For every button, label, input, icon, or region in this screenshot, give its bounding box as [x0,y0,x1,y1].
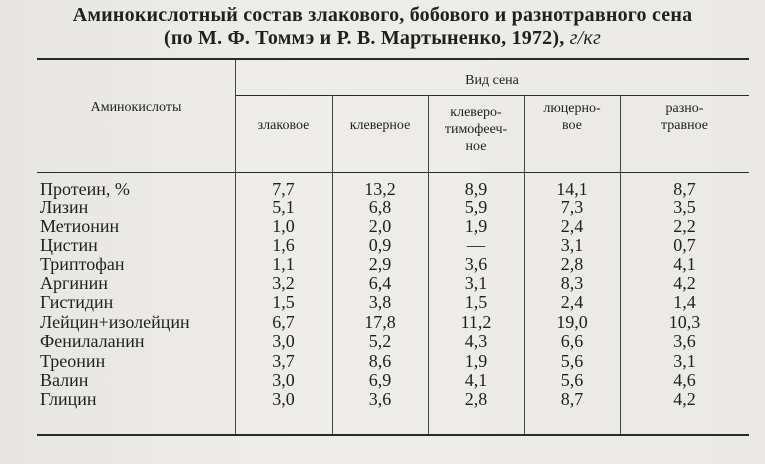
amino-acid-name: Триптофан [40,254,125,274]
value-cell: 5,9 [464,197,488,217]
value-cell: 7,7 [272,179,295,199]
value-cell: 1,4 [673,292,696,312]
column-divider [332,95,333,434]
value-cell: 3,8 [368,292,392,312]
value-cell: 2,4 [560,292,584,312]
value-cell: 3,1 [673,351,696,371]
table-row [0,371,765,390]
value-cell: 2,0 [368,216,392,236]
amino-acid-name: Лизин [40,197,89,217]
table-title-line2: (по М. Ф. Томмэ и Р. В. Мартыненко, 1972), [164,27,565,49]
value-cell: 0,9 [368,235,392,255]
table-row [0,313,765,332]
value-cell: 1,1 [272,254,295,274]
amino-acid-name: Аргинин [40,273,108,293]
value-cell: 13,2 [364,179,396,199]
value-cell: 4,6 [673,370,696,390]
table-row [0,293,765,312]
value-cell: 1,0 [272,216,295,236]
value-cell: 2,8 [560,254,584,274]
group-header: Вид сена [465,73,519,88]
table-title [0,4,765,27]
value-cell: 6,9 [368,370,392,390]
value-cell: 3,6 [368,389,392,409]
value-cell: 11,2 [460,312,492,332]
value-cell: 4,1 [673,254,696,274]
column-header: злаковое [257,118,310,133]
column-header: клеверо- тимофееч- ное [444,105,508,154]
table-title-line1: Аминокислотный состав злакового, бобового и разнотравного сена [72,4,693,26]
amino-acid-name: Лейцин+изолейцин [40,312,190,332]
value-cell: 4,2 [673,389,696,409]
column-divider [524,95,525,434]
table-row [0,332,765,351]
units-label: г/кг [569,27,601,49]
column-header: клеверное [349,118,411,133]
value-cell: 6,7 [272,312,295,332]
value-cell: 0,7 [673,235,696,255]
value-cell: 3,1 [464,273,488,293]
value-cell: 4,3 [464,331,488,351]
column-header: разно- травное [661,101,708,133]
amino-acid-name: Метионин [40,216,120,236]
value-cell: 1,6 [272,235,295,255]
value-cell: 8,7 [560,389,584,409]
value-cell: 2,9 [368,254,392,274]
value-cell: 8,3 [560,273,584,293]
value-cell: 2,4 [560,216,584,236]
value-cell: 8,9 [464,179,488,199]
amino-acid-name: Цистин [40,235,98,255]
value-cell: 1,9 [464,351,488,371]
value-cell: 3,7 [272,351,295,371]
amino-acid-name: Глицин [40,389,97,409]
value-cell: 7,3 [560,197,584,217]
value-cell: 1,9 [464,216,488,236]
value-cell: 3,2 [272,273,295,293]
amino-acid-name: Треонин [40,351,106,371]
amino-acid-name: Валин [40,370,89,390]
table-row [0,274,765,293]
value-cell: 5,6 [560,351,584,371]
value-cell: 3,1 [560,235,584,255]
value-cell: 3,0 [272,331,295,351]
value-cell: 2,8 [464,389,488,409]
table-row [0,390,765,409]
table-row [0,352,765,371]
table-row [0,255,765,274]
value-cell: 6,6 [560,331,584,351]
value-cell: 17,8 [364,312,396,332]
amino-acid-name: Гистидин [40,292,114,312]
table-subtitle [0,27,765,50]
amino-acid-name: Протеин, % [40,179,130,199]
table-row [0,236,765,255]
value-cell: 1,5 [464,292,488,312]
value-cell: 1,5 [272,292,295,312]
bottom-rule [37,434,749,436]
value-cell: 3,6 [464,254,488,274]
column-divider [620,95,621,434]
column-header: люцерно- вое [543,101,601,133]
value-cell: 8,6 [368,351,392,371]
value-cell: 6,4 [368,273,392,293]
value-cell: 8,7 [673,179,696,199]
value-cell: 3,6 [673,331,696,351]
header-rule [37,172,749,173]
top-rule [37,58,749,60]
value-cell: 5,2 [368,331,392,351]
value-cell: 10,3 [668,312,701,332]
group-header-rule [235,95,749,96]
table-row [0,198,765,217]
value-cell: 14,1 [556,179,588,199]
value-cell: 4,1 [464,370,488,390]
value-cell: 6,8 [368,197,392,217]
value-cell: 3,0 [272,389,295,409]
value-cell: 3,0 [272,370,295,390]
value-cell: 2,2 [673,216,696,236]
value-cell: 19,0 [556,312,588,332]
value-cell: 3,5 [673,197,696,217]
value-cell: 5,1 [272,197,295,217]
row-header: Аминокислоты [90,100,182,115]
value-cell: 5,6 [560,370,584,390]
value-cell: — [467,235,485,255]
value-cell: 4,2 [673,273,696,293]
amino-acid-name: Фенилаланин [40,331,145,351]
table-row [0,217,765,236]
